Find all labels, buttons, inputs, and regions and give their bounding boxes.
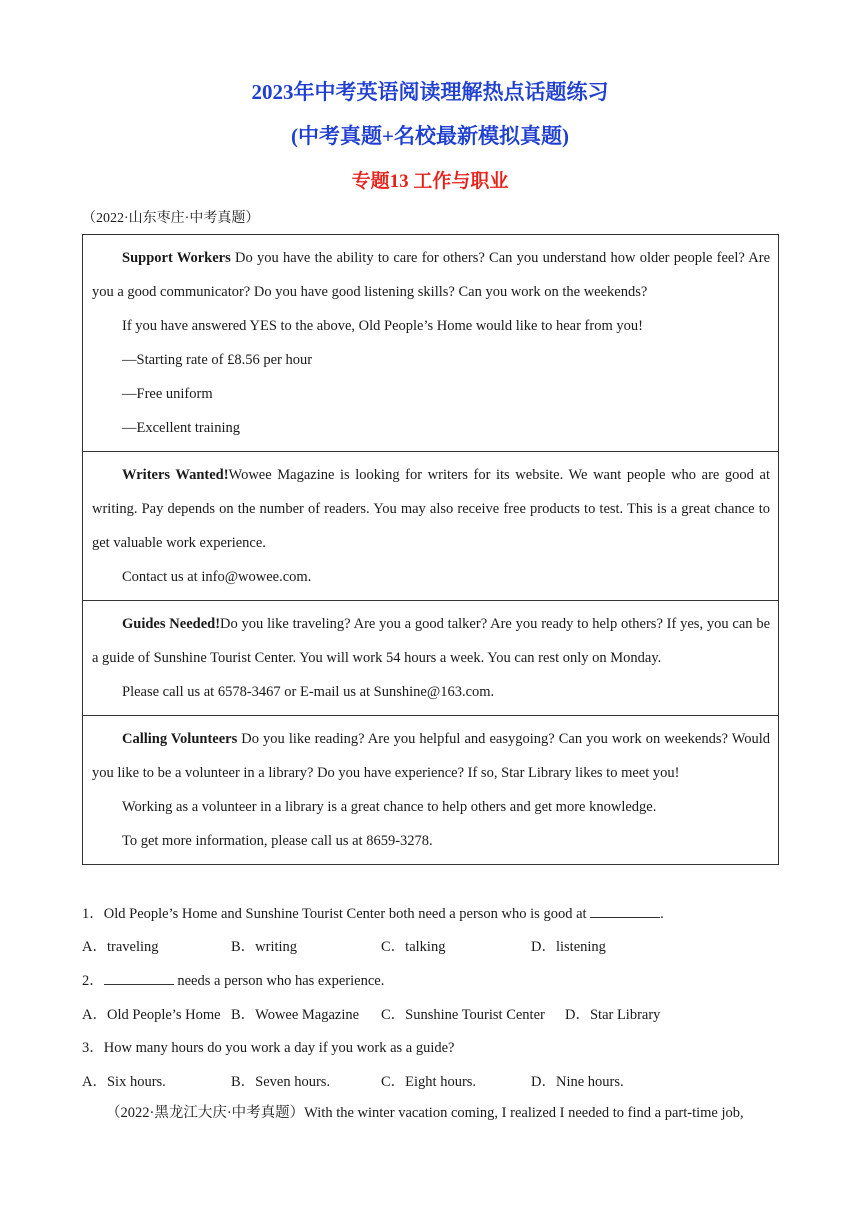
ad-text: Wowee Magazine is looking for writers for its website. We want people who are good at writing. Pay depends on the number of readers. You may also receive free products to test. This is a great chance to get valuable work experience. [92, 467, 770, 551]
option-d: D．Nine hours. [531, 1074, 624, 1090]
source-note: （2022·山东枣庄·中考真题） [82, 211, 260, 226]
option-c: C．Eight hours. [381, 1074, 477, 1090]
ad-text: Do you like traveling? Are you a good talker? Are you ready to help others? If yes, you can be a guide of Sunshine Tourist Center. You will work 54 hours a week. You can rest only on Monday. [92, 616, 771, 666]
ad-contact: Contact us at info@wowee.com. [122, 569, 312, 585]
ad-bullet: —Excellent training [122, 420, 240, 436]
topic-title: 专题13 工作与职业 [351, 171, 509, 192]
option-d: D．listening [531, 939, 606, 955]
ad-contact: Please call us at 6578-3467 or E-mail us at Sunshine@163.com. [122, 684, 495, 700]
ad-line: Working as a volunteer in a library is a great chance to help others and get more knowledge. [122, 799, 657, 815]
option-a: A．traveling [82, 939, 159, 955]
next-passage-intro: （2022·黑龙江大庆·中考真题）With the winter vacation coming, I realized I needed to find a part-time job, [106, 1105, 744, 1121]
ad-text: Do you like reading? Are you helpful and easygoing? Can you work on weekends? Would you like to be a volunteer in a library? Do you have experience? If so, Star Library likes to meet you! [92, 731, 771, 781]
page-subtitle: (中考真题+名校最新模拟真题) [291, 124, 569, 148]
option-a: A．Old People’s Home [82, 1007, 221, 1023]
ad-heading: Writers Wanted! [122, 467, 229, 483]
ad-text: Do you have the ability to care for others? Can you understand how older people feel? Are you a good communicator? Do you have good listening skills? Can you work on the weekends? [92, 250, 770, 300]
ad-writers-wanted [83, 452, 779, 601]
ad-calling-volunteers [83, 716, 779, 865]
ad-heading: Guides Needed! [122, 616, 221, 632]
answer-blank [104, 970, 174, 985]
option-c: C．talking [381, 939, 446, 955]
ad-support-workers [83, 235, 779, 452]
job-ads-table [82, 234, 779, 865]
ad-line: If you have answered YES to the above, Old People’s Home would like to hear from you! [122, 318, 643, 334]
option-b: B．Wowee Magazine [231, 1007, 360, 1023]
option-b: B．Seven hours. [231, 1074, 331, 1090]
question-3: 3．How many hours do you work a day if you work as a guide? [82, 1040, 455, 1056]
ad-line: To get more information, please call us at 8659-3278. [122, 833, 433, 849]
option-b: B．writing [231, 939, 298, 955]
answer-blank [590, 903, 660, 918]
question-1: 1．Old People’s Home and Sunshine Tourist Center both need a person who is good at . [82, 902, 664, 923]
question-2: 2． needs a person who has experience. [82, 969, 384, 990]
ad-bullet: —Free uniform [122, 386, 213, 402]
option-c: C．Sunshine Tourist Center [381, 1007, 545, 1023]
ad-heading: Calling Volunteers [122, 731, 238, 747]
ad-bullet: —Starting rate of £8.56 per hour [122, 352, 313, 368]
page-title: 2023年中考英语阅读理解热点话题练习 [251, 80, 609, 104]
option-a: A．Six hours. [82, 1074, 166, 1090]
ad-guides-needed [83, 601, 779, 716]
ad-heading: Support Workers [122, 250, 231, 266]
option-d: D．Star Library [565, 1007, 661, 1023]
